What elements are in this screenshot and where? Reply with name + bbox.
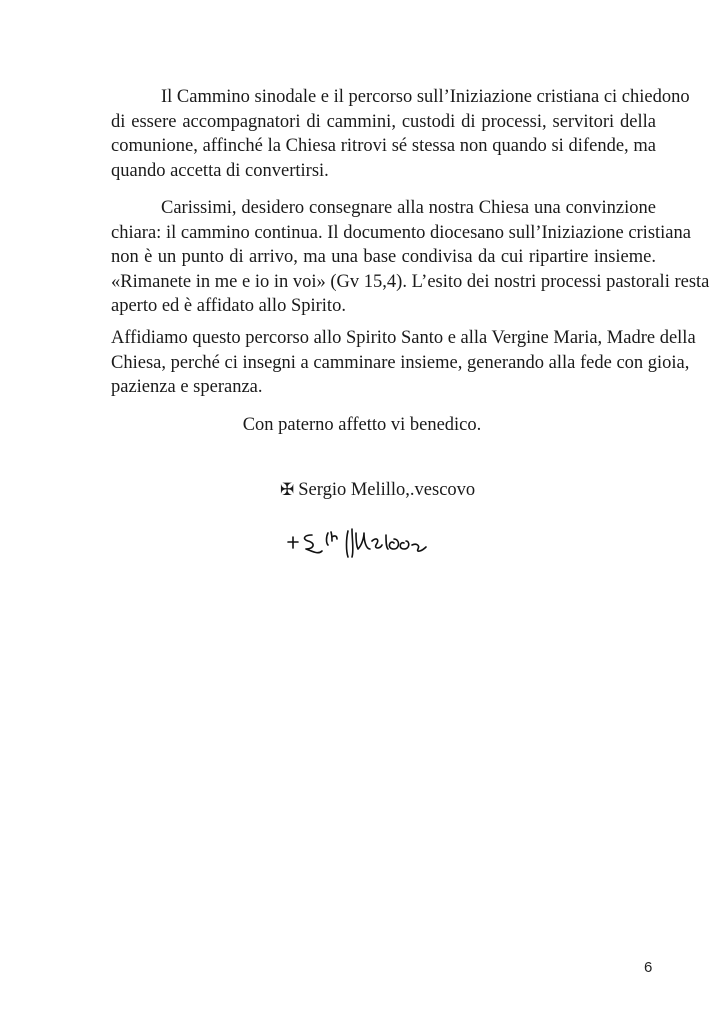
- signatory-name: Sergio Melillo,.vescovo: [298, 480, 476, 500]
- handwritten-signature: [282, 515, 442, 565]
- paragraph-line: Affidiamo questo percorso allo Spirito Santo e alla Vergine Maria, Madre della: [111, 328, 696, 348]
- paragraph-2: [111, 196, 710, 319]
- paragraph-line: quando accetta di convertirsi.: [111, 160, 329, 181]
- maltese-cross-icon: ✠: [280, 480, 295, 499]
- closing-blessing: Con paterno affetto vi benedico.: [242, 415, 482, 435]
- paragraph-line: di essere accompagnatori di cammini, custodi di processi, servitori della: [111, 111, 656, 132]
- paragraph-line: Chiesa, perché ci insegni a camminare insieme, generando alla fede con gioia,: [111, 352, 690, 373]
- paragraph-line: comunione, affinché la Chiesa ritrovi sé stessa non quando si difende, ma: [111, 136, 656, 156]
- paragraph-line: Il Cammino sinodale e il percorso sull’Iniziazione cristiana ci chiedono: [161, 87, 690, 107]
- paragraph-line: chiara: il cammino continua. Il documento diocesano sull’Iniziazione cristiana: [111, 222, 691, 243]
- paragraph-line: non è un punto di arrivo, ma una base condivisa da cui ripartire insieme.: [111, 247, 656, 267]
- paragraph-line: aperto ed è affidato allo Spirito.: [111, 296, 346, 316]
- paragraph-1: [111, 85, 690, 183]
- signatory-line: [280, 478, 475, 502]
- paragraph-line: Carissimi, desidero consegnare alla nostra Chiesa una convinzione: [161, 198, 656, 218]
- page-number: 6: [644, 959, 653, 976]
- paragraph-line: «Rimanete in me e io in voi» (Gv 15,4). L’esito dei nostri processi pastorali resta: [111, 271, 710, 292]
- paragraph-line: pazienza e speranza.: [111, 377, 263, 397]
- paragraph-3: [111, 326, 696, 400]
